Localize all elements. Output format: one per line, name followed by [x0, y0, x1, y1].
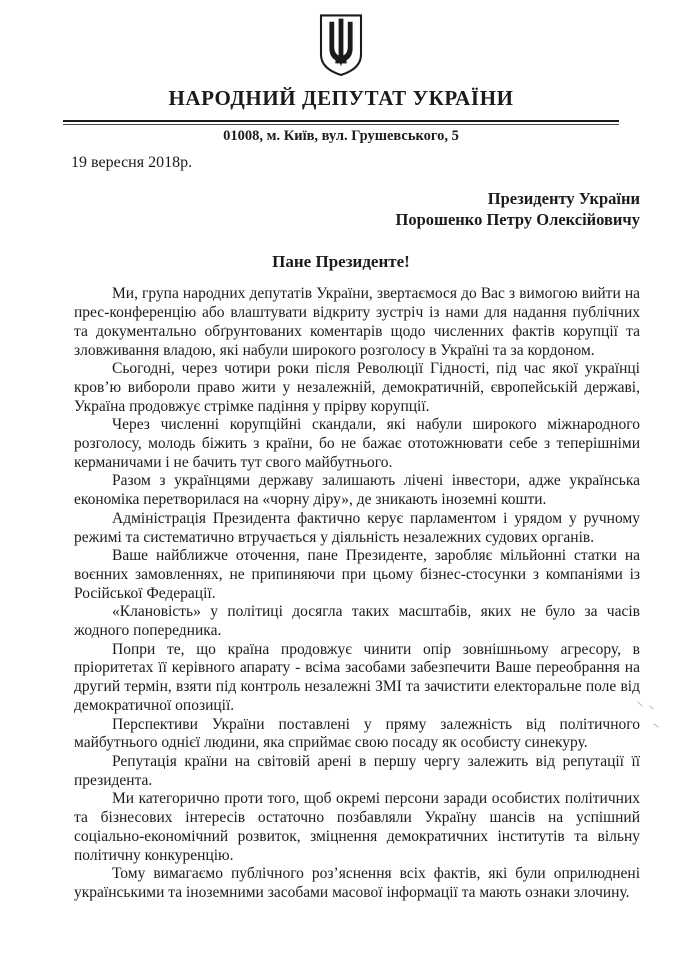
body-paragraph: Адміністрація Президента фактично керує парламентом і урядом у ручному режимі та систематично втручається у діяльність незалежних судових органів.: [74, 509, 640, 546]
letterhead-address: 01008, м. Київ, вул. Грушевського, 5: [223, 128, 459, 145]
letter-date: 19 вересня 2018р.: [71, 154, 193, 172]
body-paragraph: Ми, група народних депутатів України, звертаємося до Вас з вимогою вийти на прес-конференцію або влаштувати відкриту зустріч із нами для надання публічних та документально обґрунтованих коментарів щодо численних фактів корупції та зловживання владою, які набули широкого розголосу в Україні та за кордоном.: [74, 285, 640, 359]
salutation: Пане Президенте!: [272, 251, 410, 271]
ukraine-trident-icon: [317, 13, 365, 77]
body-paragraph: Через численні корупційні скандали, які набули широкого міжнародного розголосу, молодь біжить з країни, бо не бажає ототожнювати себе з теперішніми керманичами і не бачить тут свого майбутнього.: [74, 416, 640, 471]
body-paragraph: «Клановість» у політиці досягла таких масштабів, яких не було за часів жодного попередника.: [74, 603, 640, 640]
body-paragraph: Попри те, що країна продовжує чинити опір зовнішньому агресору, в пріоритетах її керівного апарату - всіма засобами забезпечити Ваше переобрання на другий термін, взяти під контроль незалежні ЗМІ та зачистити електоральне поле від демократичної опозиції.: [74, 640, 640, 714]
body-paragraph: Сьогодні, через чотири роки після Революції Гідності, під час якої українці кров’ю вибороли право жити у незалежній, демократичній, європейській державі, Україна продовжує стрімке падіння у прірву корупції.: [74, 360, 640, 415]
recipient-block: [0, 188, 640, 230]
body-paragraph: Ваше найближче оточення, пане Президенте, заробляє мільйонні статки на воєнних замовленнях, не припиняючи при цьому бізнес-стосунки з компаніями із Російської Федерації.: [74, 547, 640, 602]
recipient-line-2: Порошенко Петру Олексійовичу: [395, 209, 640, 229]
letterhead-title: НАРОДНИЙ ДЕПУТАТ УКРАЇНИ: [168, 86, 514, 110]
recipient-line-1: Президенту України: [487, 188, 640, 208]
letterhead-emblem: [0, 0, 682, 82]
body-paragraph: Репутація країни на світовій арені в першу чергу залежить від репутації її президента.: [74, 753, 640, 789]
body-paragraph: Тому вимагаємо публічного роз’яснення всіх фактів, які були оприлюднені українськими та іноземними засобами масової інформації та мають ознаки злочину.: [74, 865, 640, 901]
body-paragraph: Разом з українцями державу залишають лічені інвестори, адже українська економіка перетворилася на «чорну діру», де зникають іноземні кошти.: [74, 472, 640, 509]
body-paragraph: Ми категорично проти того, щоб окремі персони заради особистих політичних та бізнесових інтересів остаточно позбавляли Україну шансів на успішний соціально-економічний розвиток, зміцнення демократичних інститутів та вільну політичну конкуренцію.: [74, 790, 640, 864]
letterhead-divider: [63, 120, 619, 125]
letter-body: [74, 285, 640, 902]
body-paragraph: Перспективи України поставлені у пряму залежність від політичного майбутнього однієї людини, яка сприймає свою посаду як особисту синекуру.: [74, 715, 640, 752]
